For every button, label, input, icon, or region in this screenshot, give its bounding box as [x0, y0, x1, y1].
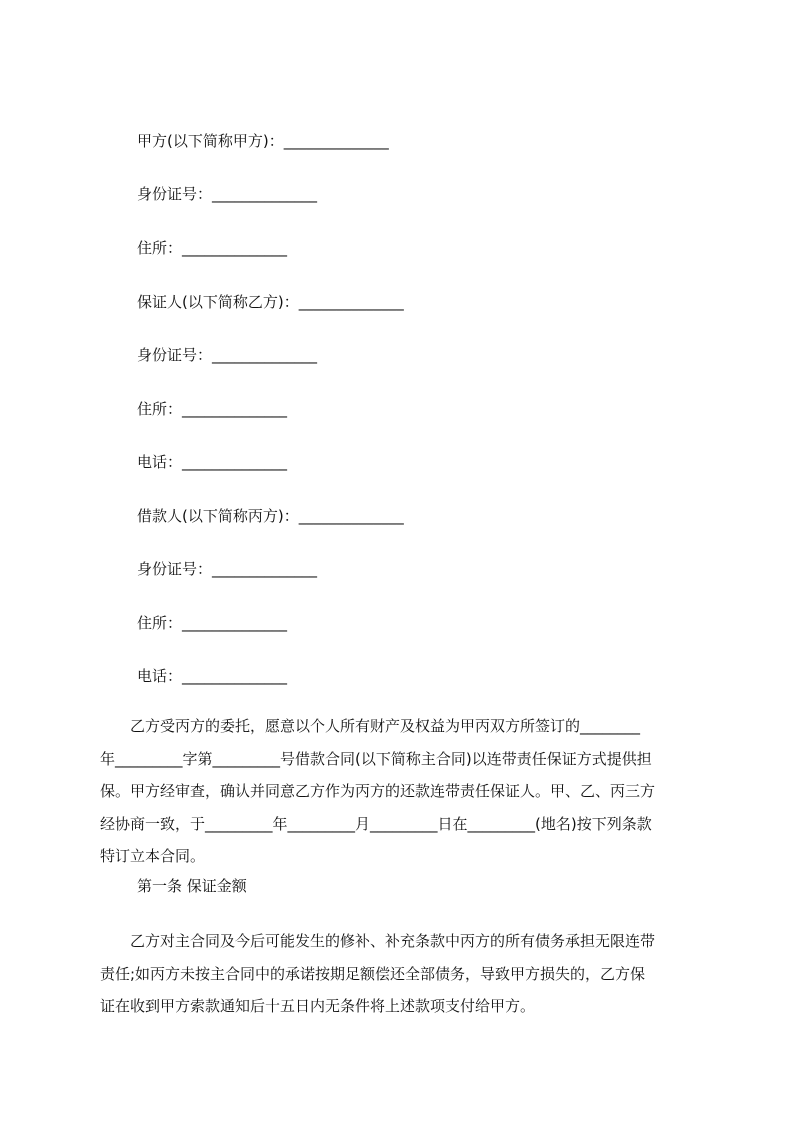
- paragraph-line: 责任;如丙方未按主合同中的承诺按期足额偿还全部债务，导致甲方损失的，乙方保: [100, 964, 646, 983]
- article-1-title: 第一条 保证金额: [137, 877, 247, 895]
- borrower-address-field: 住所：______________: [137, 614, 288, 632]
- article-1-paragraph: [100, 925, 700, 1023]
- guarantor-phone-field: 电话：______________: [137, 453, 288, 471]
- paragraph-line: 年_________字第_________号借款合同(以下简称主合同)以连带责任保证方式提供担: [100, 749, 652, 768]
- guarantor-name-field: 保证人(以下简称乙方)：______________: [137, 293, 404, 311]
- party-a-address-field: 住所：______________: [137, 239, 288, 257]
- paragraph-line: 保。甲方经审查，确认并同意乙方作为丙方的还款连带责任保证人。甲、乙、丙三方: [100, 782, 656, 800]
- borrower-name-field: 借款人(以下简称丙方)：______________: [137, 507, 404, 525]
- paragraph-line: 乙方对主合同及今后可能发生的修补、补充条款中丙方的所有债务承担无限连带: [100, 932, 656, 950]
- party-a-id-field: 身份证号：______________: [137, 185, 318, 203]
- intro-paragraph: [100, 710, 700, 873]
- borrower-id-field: 身份证号：______________: [137, 560, 318, 578]
- paragraph-line: 证在收到甲方索款通知后十五日内无条件将上述款项支付给甲方。: [100, 997, 536, 1015]
- paragraph-line: 特订立本合同。: [100, 847, 206, 865]
- paragraph-line: 经协商一致，于_________年_________月_________日在_________(地名)按下列条款: [100, 814, 652, 833]
- borrower-phone-field: 电话：______________: [137, 667, 288, 685]
- party-a-name-field: 甲方(以下简称甲方)：______________: [137, 132, 389, 150]
- guarantor-address-field: 住所：______________: [137, 400, 288, 418]
- guarantor-id-field: 身份证号：______________: [137, 346, 318, 364]
- paragraph-line: 乙方受丙方的委托，愿意以个人所有财产及权益为甲丙双方所签订的________: [100, 717, 641, 735]
